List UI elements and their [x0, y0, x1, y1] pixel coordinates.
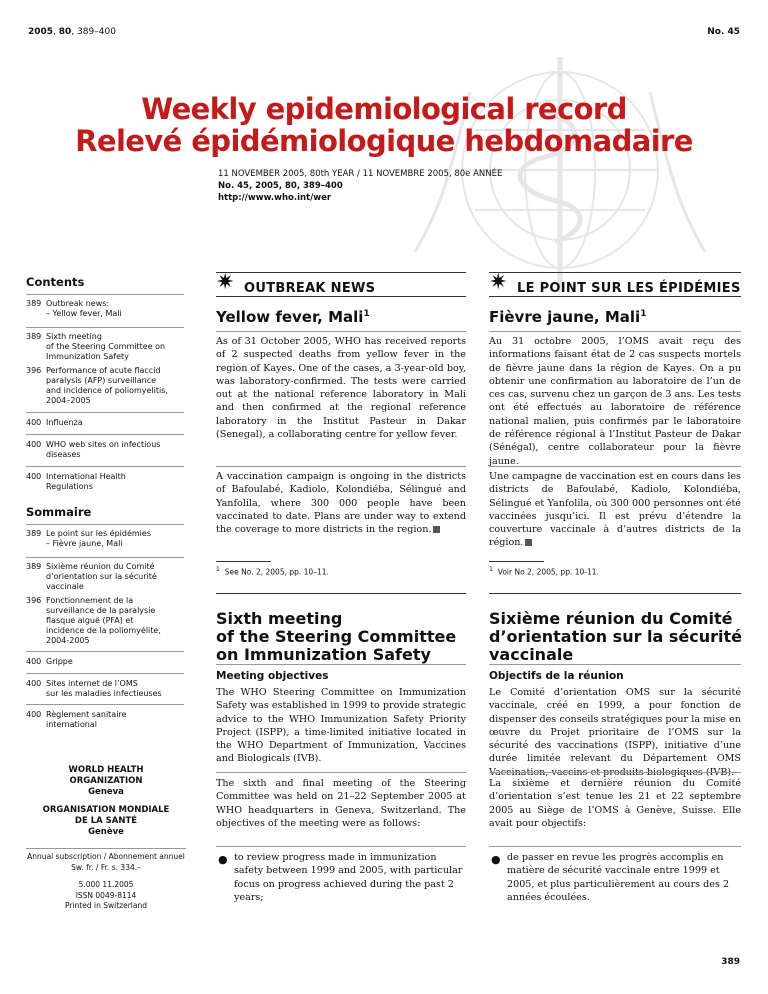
yf-paragraph-1-en: As of 31 October 2005, WHO has received reports of 2 suspected deaths from yellow fever in the region of Kayes. One of the cases, a 3-year-old boy, was laboratory-confirmed. The tests were carried out at the national reference laboratory in Mali and then confirmed at the regional reference laboratory in the Institut Pasteur in Dakar (Senegal), a collaborating centre for yellow fever. [216, 336, 466, 441]
issue-number: No. 45 [707, 27, 740, 37]
section-outbreak-news: ✷ OUTBREAK NEWS [216, 270, 376, 296]
title-french: Relevé épidémiologique hebdomadaire [75, 124, 693, 158]
title-english: Weekly epidemiological record [141, 92, 627, 126]
footnote-fr: $^1$ Voir No 2, 2005, pp. 10-11. [489, 566, 599, 577]
wer-url[interactable]: http://www.who.int/wer [218, 193, 332, 203]
toc-item[interactable]: 400 Influenza [26, 418, 83, 427]
print-info: 5.000 11.2005 ISSN 0049-8114 Printed in Switzerland [65, 880, 147, 910]
page-number: 389 [721, 957, 740, 967]
bullet-item-en: to review progress made in immunization safety between 1999 and 2005, with particular focus on progress achieved during the past 2 years; [234, 852, 463, 903]
objectives-paragraph-1-en: The WHO Steering Committee on Immunization Safety was established in 1999 to provide strategic advice to the WHO Immunization Safety Priority Project (ISPP), a time-limited initiative located in the WHO Department of Immunization, Vaccines and Biologicals (IVB). [216, 687, 466, 765]
contents-heading: Contents [26, 275, 85, 289]
toc-item[interactable]: 396 Performance of acute flaccid paralysis (AFP) surveillance and incidence of poliomyelitis, 2004–2005 [26, 366, 168, 405]
org-name-english: WORLD HEALTH ORGANIZATION Geneva [68, 765, 144, 797]
sommaire-heading: Sommaire [26, 505, 92, 519]
objectives-paragraph-2-en: The sixth and final meeting of the Steering Committee was held on 21–22 September 2005 at WHO headquarters in Geneva, Switzerland. The objectives of the meeting were as follows: [216, 778, 466, 829]
meeting-title-fr: Sixième réunion du Comité d’orientation sur la sécurité vaccinale [489, 609, 743, 664]
footnote-en: $^1$ See No. 2, 2005, pp. 10–11. [216, 566, 329, 577]
citation-reference: 2005, 80, 389–400 [28, 27, 116, 37]
objectives-heading-fr: Objectifs de la réunion [489, 670, 624, 682]
yellow-fever-title: Yellow fever, Mali$^1$ [216, 308, 370, 326]
objectives-heading-en: Meeting objectives [216, 670, 329, 682]
dateline [218, 168, 502, 204]
ref-year: 2005 [28, 27, 54, 37]
ref-volume: 80 [58, 27, 72, 37]
ref-pages: 389–400 [77, 27, 116, 37]
bullet-icon: ● [218, 853, 228, 866]
date-line: 11 NOVEMBER 2005, 80th YEAR / 11 NOVEMBRE 2005, 80e ANNÉE [218, 169, 503, 179]
toc-item[interactable]: 389 Le point sur les épidémies – Fièvre jaune, Mali [26, 529, 151, 548]
meeting-title-en: Sixth meeting of the Steering Committee on Immunization Safety [216, 609, 457, 664]
star-icon: ✷ [216, 270, 235, 295]
bullet-icon: ● [491, 853, 501, 866]
subscription-info: Annual subscription / Abonnement annuel Sw. fr. / Fr. s. 334.– [27, 852, 185, 872]
objectives-paragraph-2-fr: La sixième et dernière réunion du Comité d’orientation s’est tenue les 21 et 22 septembre 2005 au Siège de l’OMS à Genève, Suisse. Elle avait pour objectifs: [489, 778, 741, 829]
end-mark-icon [433, 526, 440, 533]
toc-item[interactable]: 400 Règlement sanitaire international [26, 710, 127, 729]
yf-paragraph-1-fr: Au 31 octobre 2005, l’OMS avait reçu des informations faisant état de 2 cas suspects mortels de fièvre jaune dans la région de Kayes. On a pu obtenir une confirmation au laboratoire de l’un de ces cas, survenu chez un garçon de 3 ans. Les tests ont été effectués au laboratoire de référence national malien, puis confirmés par le laboratoire de référence régional à l’Institut Pasteur de Dakar (Sénégal), centre collaborateur pour la fièvre jaune. [489, 336, 741, 467]
toc-item[interactable]: 400 International Health Regulations [26, 472, 126, 491]
toc-item[interactable]: 400 WHO web sites on infectious diseases [26, 440, 161, 459]
toc-item[interactable]: 396 Fonctionnement de la surveillance de la paralysie flasque aiguë (PFA) et incidence de la poliomyélite, 2004-2005 [26, 596, 161, 645]
section-le-point: ✷ LE POINT SUR LES ÉPIDÉMIES [489, 270, 741, 296]
org-name-french: ORGANISATION MONDIALE DE LA SANTÉ Genève [42, 805, 170, 837]
end-mark-icon [525, 539, 532, 546]
toc-item[interactable]: 389 Sixième réunion du Comité d’orientation sur la sécurité vaccinale [26, 562, 157, 591]
yf-paragraph-2-fr: Une campagne de vaccination est en cours dans les districts de Bafoulabé, Kadiolo, Kolondiéba, Sélingué et Yanfolila, où 300 000 personnes ont été vaccinées jusqu’ici. Il est prévu d’étendre la couverture vaccinale à d’autres districts de la région. [489, 471, 741, 549]
fievre-jaune-title: Fièvre jaune, Mali$^1$ [489, 308, 647, 326]
bullet-item-fr: de passer en revue les progrès accomplis en matière de sécurité vaccinale entre 1999 et 2005, et plus particulièrement au cours des 2 années écoulées. [507, 852, 730, 903]
objectives-paragraph-1-fr: Le Comité d’orientation OMS sur la sécurité vaccinale, créé en 1999, a pour fonction de dispenser des conseils stratégiques pour la mise en œuvre du Projet prioritaire de l’OMS sur la sécurité des vaccinations (ISPP), initiative d’une durée limitée relevant du Département OMS Vaccination, vaccins et produits biologiques (IVB). [489, 687, 741, 778]
toc-item[interactable]: 400 Sites internet de l’OMS sur les maladies infectieuses [26, 679, 162, 698]
toc-item[interactable]: 389 Sixth meeting of the Steering Committee on Immunization Safety [26, 332, 166, 361]
issue-ref-line: No. 45, 2005, 80, 389–400 [218, 181, 343, 191]
toc-item[interactable]: 400 Grippe [26, 657, 73, 666]
star-icon: ✷ [489, 270, 508, 295]
toc-item[interactable]: 389 Outbreak news: – Yellow fever, Mali [26, 299, 122, 318]
yf-paragraph-2-en: A vaccination campaign is ongoing in the districts of Bafoulabé, Kadiolo, Kolondiéba, Sélingué and Yanfolila, where 300 000 people have been vaccinated to date. Plans are under way to extend the coverage to more districts in the region. [216, 471, 466, 536]
